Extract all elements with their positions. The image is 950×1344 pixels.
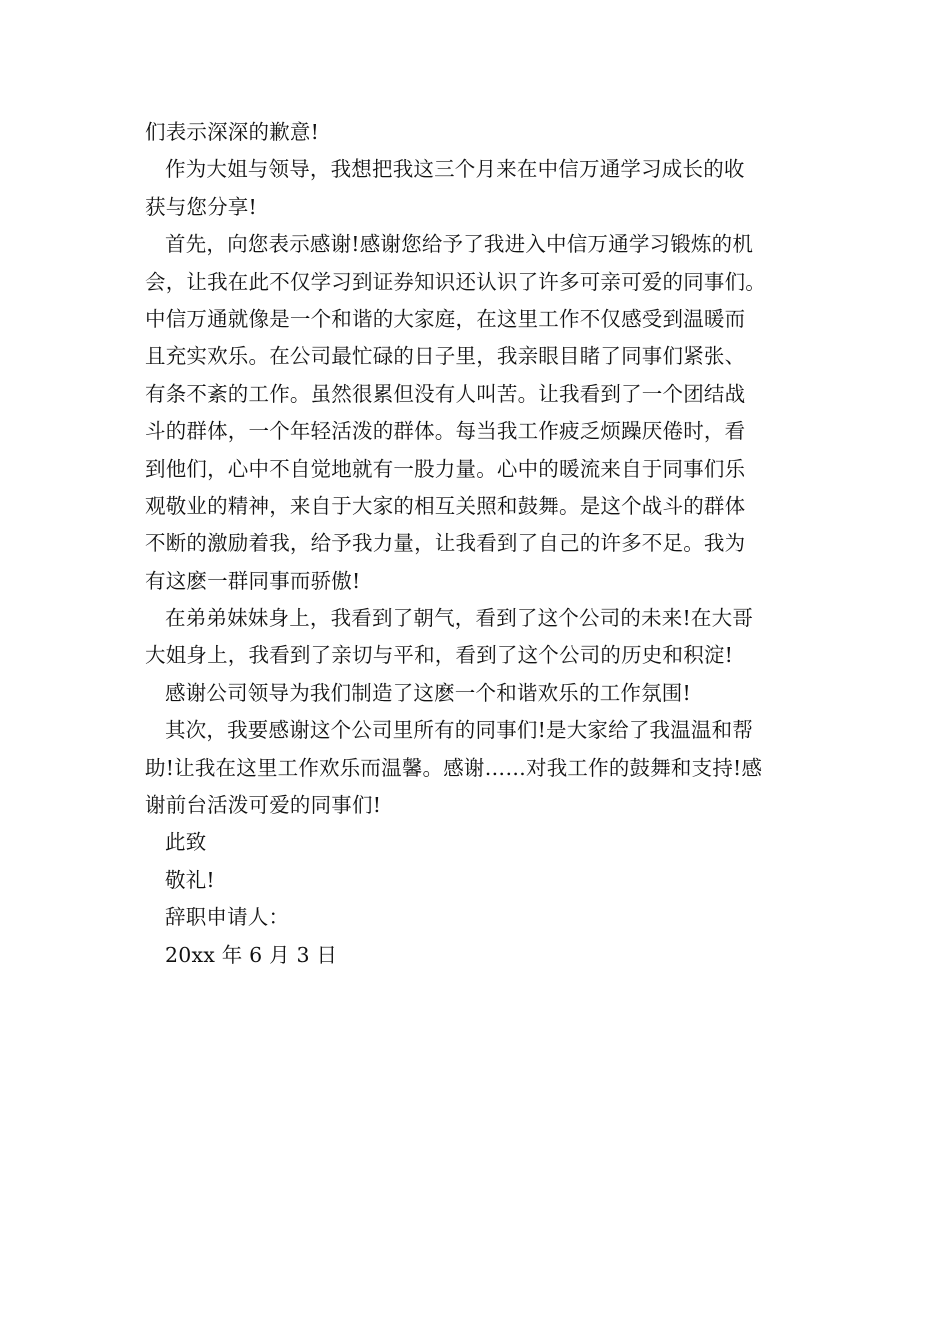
text-line: 们表示深深的歉意! (145, 120, 320, 144)
text-line: 不断的激励着我，给予我力量，让我看到了自己的许多不足。我为 (145, 531, 746, 556)
text-line: 获与您分享! (145, 194, 257, 219)
text-line: 且充实欢乐。在公司最忙碌的日子里，我亲眼目睹了同事们紧张、 (145, 344, 746, 369)
text-line: 其次，我要感谢这个公司里所有的同事们!是大家给了我温温和帮 (165, 718, 754, 743)
text-line: 观敬业的精神，来自于大家的相互关照和鼓舞。是这个战斗的群体 (145, 493, 746, 518)
text-line: 助!让我在这里工作欢乐而温馨。感谢……对我工作的鼓舞和支持!感 (145, 755, 763, 780)
text-line: 感谢公司领导为我们制造了这麽一个和谐欢乐的工作氛围! (165, 680, 691, 705)
text-line: 有条不紊的工作。虽然很累但没有人叫苦。让我看到了一个团结战 (145, 381, 746, 406)
text-line: 谢前台活泼可爱的同事们! (145, 793, 382, 818)
applicant-line: 辞职申请人： (165, 905, 290, 930)
text-line: 到他们，心中不自觉地就有一股力量。心中的暖流来自于同事们乐 (145, 456, 746, 481)
text-line: 首先，向您表示感谢!感谢您给予了我进入中信万通学习锻炼的机 (165, 232, 754, 257)
text-line: 斗的群体，一个年轻活泼的群体。每当我工作疲乏烦躁厌倦时，看 (145, 419, 746, 444)
text-line: 会，让我在此不仅学习到证券知识还认识了许多可亲可爱的同事们。 (145, 269, 766, 294)
salutation-line: 敬礼! (165, 867, 215, 892)
closing-line: 此致 (165, 830, 207, 855)
date-line: 20xx 年 6 月 3 日 (165, 942, 338, 967)
text-line: 作为大姐与领导，我想把我这三个月来在中信万通学习成长的收 (165, 157, 745, 182)
text-line: 中信万通就像是一个和谐的大家庭，在这里工作不仅感受到温暖而 (145, 306, 746, 331)
text-line: 有这麽一群同事而骄傲! (145, 568, 361, 593)
text-line: 在弟弟妹妹身上，我看到了朝气，看到了这个公司的未来!在大哥 (165, 606, 754, 631)
text-line: 大姐身上，我看到了亲切与平和，看到了这个公司的历史和积淀! (145, 643, 734, 668)
letter-body (145, 114, 825, 974)
